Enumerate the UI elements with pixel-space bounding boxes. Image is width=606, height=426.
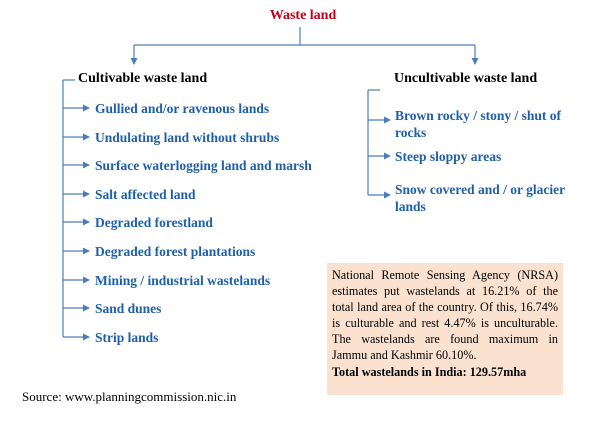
cultivable-item: Degraded forest plantations [95,244,256,259]
uncultivable-item: Steep sloppy areas [395,149,502,164]
cultivable-item: Surface waterlogging land and marsh [95,158,312,173]
uncultivable-item: Brown rocky / stony / shut of rocks [395,108,562,140]
nrsa-info-box [327,263,563,395]
cultivable-item: Degraded forestland [95,215,213,230]
cultivable-item: Strip lands [95,330,159,345]
nrsa-info-text: National Remote Sensing Agency (NRSA) estimates put wastelands at 16.21% of the total land area of the country. Of this, 16.74% is culturable and rest 4.47% is unculturable. The wastelands are found maximum in Jammu and Kashmir 60.10%. [332,268,558,363]
cultivable-item: Mining / industrial wastelands [95,273,271,288]
uncultivable-item: Snow covered and / or glacier lands [395,182,565,214]
total-wastelands: Total wastelands in India: 129.57mha [332,364,527,379]
uncultivable-label: Uncultivable waste land [394,71,538,86]
cultivable-item: Gullied and/or ravenous lands [95,101,270,116]
cultivable-label: Cultivable waste land [78,71,208,86]
source-citation: Source: www.planningcommission.nic.in [22,389,237,404]
cultivable-item: Salt affected land [95,187,196,202]
cultivable-item: Undulating land without shrubs [95,130,280,145]
cultivable-item: Sand dunes [95,301,162,316]
diagram-title: Waste land [269,8,337,23]
